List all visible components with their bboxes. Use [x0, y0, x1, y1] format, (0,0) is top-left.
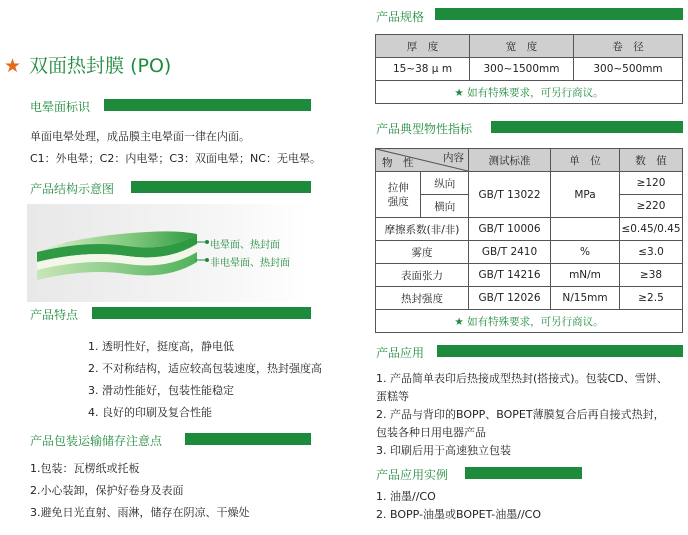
spec-value-roll: 300~500mm [574, 58, 683, 81]
spec-heading-bar [435, 8, 683, 20]
spec-header-roll: 卷 径 [574, 35, 683, 58]
props-note-row [376, 310, 683, 333]
props-row-name: 雾度 [376, 241, 469, 264]
structure-heading-bar [131, 181, 311, 193]
props-row-value: ≤3.0 [620, 241, 683, 264]
props-row-heatseal [376, 287, 683, 310]
examples-heading-bar [465, 467, 582, 479]
corona-line-1: 单面电晕处理，成品膜主电晕面一律在内面。 [30, 130, 250, 143]
example-item-2: 2. BOPP-油墨或BOPET-油墨//CO [376, 508, 542, 521]
props-tensile-sub1: 纵向 [421, 172, 469, 195]
props-tensile-v1: ≥120 [620, 172, 683, 195]
props-row-value: ≥2.5 [620, 287, 683, 310]
packaging-item-3: 3.避免日光直射、雨淋，储存在阴凉、干燥处 [30, 506, 250, 519]
props-row-unit: N/15mm [551, 287, 620, 310]
packaging-heading-bar [185, 433, 311, 445]
features-heading-bar [92, 307, 311, 319]
diagram-label-bottom: 非电晕面、热封面 [210, 258, 290, 269]
props-row-name: 摩擦系数(非/非) [376, 218, 469, 241]
props-row-haze [376, 241, 683, 264]
application-heading-bar [437, 345, 683, 357]
props-header-diag [376, 149, 469, 172]
page-title-text: 双面热封膜 (PO) [29, 55, 172, 77]
props-row-std: GB/T 10006 [469, 218, 551, 241]
feature-item-2: 2. 不对称结构，适应较高包装速度，热封强度高 [88, 362, 322, 375]
spec-note: ★ 如有特殊要求，可另行商议。 [376, 81, 683, 104]
spec-value-width: 300~1500mm [470, 58, 574, 81]
props-heading-bar [491, 121, 683, 133]
packaging-item-1: 1.包装：瓦楞纸或托板 [30, 462, 140, 475]
props-row-friction [376, 218, 683, 241]
props-row-unit [551, 218, 620, 241]
application-line-1: 1. 产品简单表印后热接成型热封(搭接式)。包装CD、雪饼、 [376, 372, 668, 385]
props-row-tensile-1 [376, 172, 683, 195]
example-item-1: 1. 油墨//CO [376, 490, 436, 503]
spec-header-width: 宽 度 [470, 35, 574, 58]
feature-item-1: 1. 透明性好，挺度高，静电低 [88, 340, 234, 353]
props-row-std: GB/T 12026 [469, 287, 551, 310]
diagram-label-top: 电晕面、热封面 [210, 240, 280, 251]
props-tensile-unit: MPa [551, 172, 620, 218]
application-line-2: 蛋糕等 [376, 390, 409, 403]
spec-heading: 产品规格 [376, 10, 425, 24]
props-row-name: 热封强度 [376, 287, 469, 310]
props-note: ★ 如有特殊要求，可另行商议。 [376, 310, 683, 333]
props-heading: 产品典型物性指标 [376, 122, 473, 136]
features-heading: 产品特点 [30, 308, 79, 322]
application-heading: 产品应用 [376, 346, 425, 360]
props-row-unit: mN/m [551, 264, 620, 287]
structure-heading: 产品结构示意图 [30, 182, 115, 196]
structure-diagram [27, 204, 309, 302]
film-layers-illustration [27, 204, 309, 302]
spec-header-row [376, 35, 683, 58]
page-title [4, 51, 171, 78]
application-line-3: 2. 产品与背印的BOPP、BOPET薄膜复合后再自接式热封， [376, 408, 665, 421]
props-row-value: ≥38 [620, 264, 683, 287]
props-header-property: 物 性 [382, 157, 414, 169]
spec-note-row [376, 81, 683, 104]
props-row-tension [376, 264, 683, 287]
props-row-unit: % [551, 241, 620, 264]
corona-line-2: C1：外电晕；C2：内电晕；C3：双面电晕；NC：无电晕。 [30, 152, 321, 165]
props-header-unit: 单 位 [551, 149, 620, 172]
props-row-value: ≤0.45/0.45 [620, 218, 683, 241]
props-row-std: GB/T 2410 [469, 241, 551, 264]
props-row-std: GB/T 14216 [469, 264, 551, 287]
props-header-value: 数 值 [620, 149, 683, 172]
spec-table [375, 34, 683, 104]
props-row-name: 表面张力 [376, 264, 469, 287]
props-header-row [376, 149, 683, 172]
props-header-std: 测试标准 [469, 149, 551, 172]
props-tensile-sub2: 横向 [421, 195, 469, 218]
props-header-content: 内容 [443, 152, 464, 164]
props-tensile-v2: ≥220 [620, 195, 683, 218]
corona-heading: 电晕面标识 [30, 100, 91, 114]
spec-header-thickness: 厚 度 [376, 35, 470, 58]
star-icon: ★ [4, 55, 22, 77]
packaging-heading: 产品包装运输储存注意点 [30, 434, 163, 448]
feature-item-3: 3. 滑动性能好，包装性能稳定 [88, 384, 234, 397]
props-tensile-std: GB/T 13022 [469, 172, 551, 218]
corona-heading-bar [104, 99, 311, 111]
props-table [375, 148, 683, 333]
packaging-item-2: 2.小心装卸，保护好卷身及表面 [30, 484, 184, 497]
feature-item-4: 4. 良好的印刷及复合性能 [88, 406, 212, 419]
application-line-4: 包装各种日用电器产品 [376, 426, 486, 439]
spec-value-thickness: 15~38 μ m [376, 58, 470, 81]
examples-heading: 产品应用实例 [376, 468, 449, 482]
application-line-5: 3. 印刷后用于高速独立包装 [376, 444, 511, 457]
spec-value-row [376, 58, 683, 81]
props-tensile-name: 拉伸 强度 [376, 172, 421, 218]
